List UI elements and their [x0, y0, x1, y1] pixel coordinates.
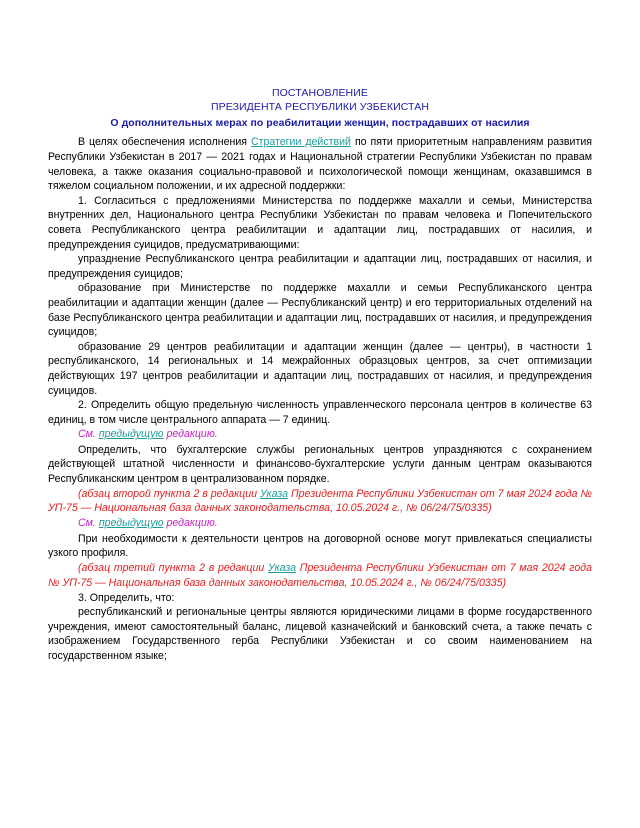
revision-note-1-prefix: См.	[78, 428, 99, 441]
revision-note-1-suffix: редакцию.	[163, 428, 218, 441]
document-title-line-1: ПОСТАНОВЛЕНИЕ	[272, 87, 368, 99]
paragraph-preamble	[48, 135, 592, 193]
decree-link-2[interactable]: Указа	[268, 562, 297, 575]
strategy-of-actions-link[interactable]: Стратегии действий	[250, 136, 351, 149]
paragraph-item-2-para-3: При необходимости к деятельности центров на договорной основе могут привлекаться специалисты узкого профиля.	[48, 532, 592, 560]
editorial-note-1-suffix: Президента Республики Узбекистан от 7 мая 2024 года № УП-75 — Национальная база данных законодательства, 10.05.2024 г., № 06/24/75/0335)	[48, 487, 592, 515]
paragraph-item-2-para-2: Определить, что бухгалтерские службы региональных центров упраздняются с сохранением действующей штатной численности и финансово-бухгалтерские услуги данным центрам оказываются Республиканским центром в централизованном порядке.	[48, 443, 592, 486]
editorial-note-1-prefix: (абзац второй пункта 2 в редакции	[78, 487, 260, 500]
document-title-block	[48, 86, 592, 114]
editorial-note-1	[48, 487, 592, 517]
previous-revision-link-2[interactable]: предыдущую	[98, 517, 164, 530]
paragraph-item-3-sub-1: республиканский и региональные центры являются юридическими лицами в форме государственного учреждения, имеют самостоятельный баланс, лицевой казначейский и банковский счета, а также печать с изображением Государственного герба Республики Узбекистан и со своим наименованием на государственном языке;	[48, 606, 592, 662]
preamble-text-after-link: по пяти приоритетным направлениям развития Республики Узбекистан в 2017 — 2021 годах и Национальной стратегии Республики Узбекистан по правам человека, а также оказания социально-правовой и психологической помощи женщинам, оказавшимся в тяжелом социальном положении, и их адресной поддержки:	[48, 136, 592, 193]
revision-note-1	[48, 427, 592, 443]
document-subtitle: О дополнительных мерах по реабилитации женщин, пострадавших от насилия	[110, 117, 530, 130]
previous-revision-link-1[interactable]: предыдущую	[98, 428, 164, 441]
editorial-note-2-prefix: (абзац третий пункта 2 в редакции	[78, 562, 269, 575]
paragraph-item-3: 3. Определить, что:	[78, 591, 175, 604]
document-title-line-2: ПРЕЗИДЕНТА РЕСПУБЛИКИ УЗБЕКИСТАН	[210, 101, 430, 114]
revision-note-2-suffix: редакцию.	[163, 517, 218, 530]
preamble-text-before-link: В целях обеспечения исполнения	[78, 136, 251, 149]
editorial-note-2-suffix: Президента Республики Узбекистан от 7 мая 2024 года № УП-75 — Национальная база данных законодательства, 10.05.2024 г., № 06/24/75/0335)	[48, 562, 592, 589]
paragraph-item-1-sub-1: упразднение Республиканского центра реабилитации и адаптации лиц, пострадавших от насилия, и предупреждения суицидов;	[48, 253, 592, 280]
paragraph-item-2: 2. Определить общую предельную численность управленческого персонала центров в количестве 63 единиц, в том числе центрального аппарата — 7 единиц.	[48, 399, 592, 426]
paragraph-item-1-sub-2: образование при Министерстве по поддержке махалли и семьи Республиканского центра реабилитации и адаптации женщин (далее — Республиканский центр) и его территориальных отделений на базе Республиканского центра реабилитации и адаптации лиц, пострадавших от насилия, и предупреждения суицидов;	[48, 282, 592, 339]
editorial-note-2	[48, 561, 592, 591]
revision-note-2-prefix: См.	[78, 517, 99, 530]
document-body	[48, 135, 592, 663]
revision-note-2	[48, 516, 592, 532]
paragraph-item-1: 1. Согласиться с предложениями Министерства по поддержке махалли и семьи, Министерства внутренних дел, Национального центра Республики Узбекистан по правам человека и Попечительского совета Республиканского центра реабилитации и адаптации лиц, пострадавших от насилия, и предупреждения суицидов, предусматривающими:	[48, 194, 592, 251]
paragraph-item-1-sub-3: образование 29 центров реабилитации и адаптации женщин (далее — центры), в частности 1 республиканского, 14 региональных и 14 межрайонных образцовых центров, за счет оптимизации действующих 197 центров реабилитации и адаптации лиц, пострадавших от насилия, и предупреждения суицидов.	[48, 340, 592, 397]
decree-link-1[interactable]: Указа	[259, 487, 288, 500]
